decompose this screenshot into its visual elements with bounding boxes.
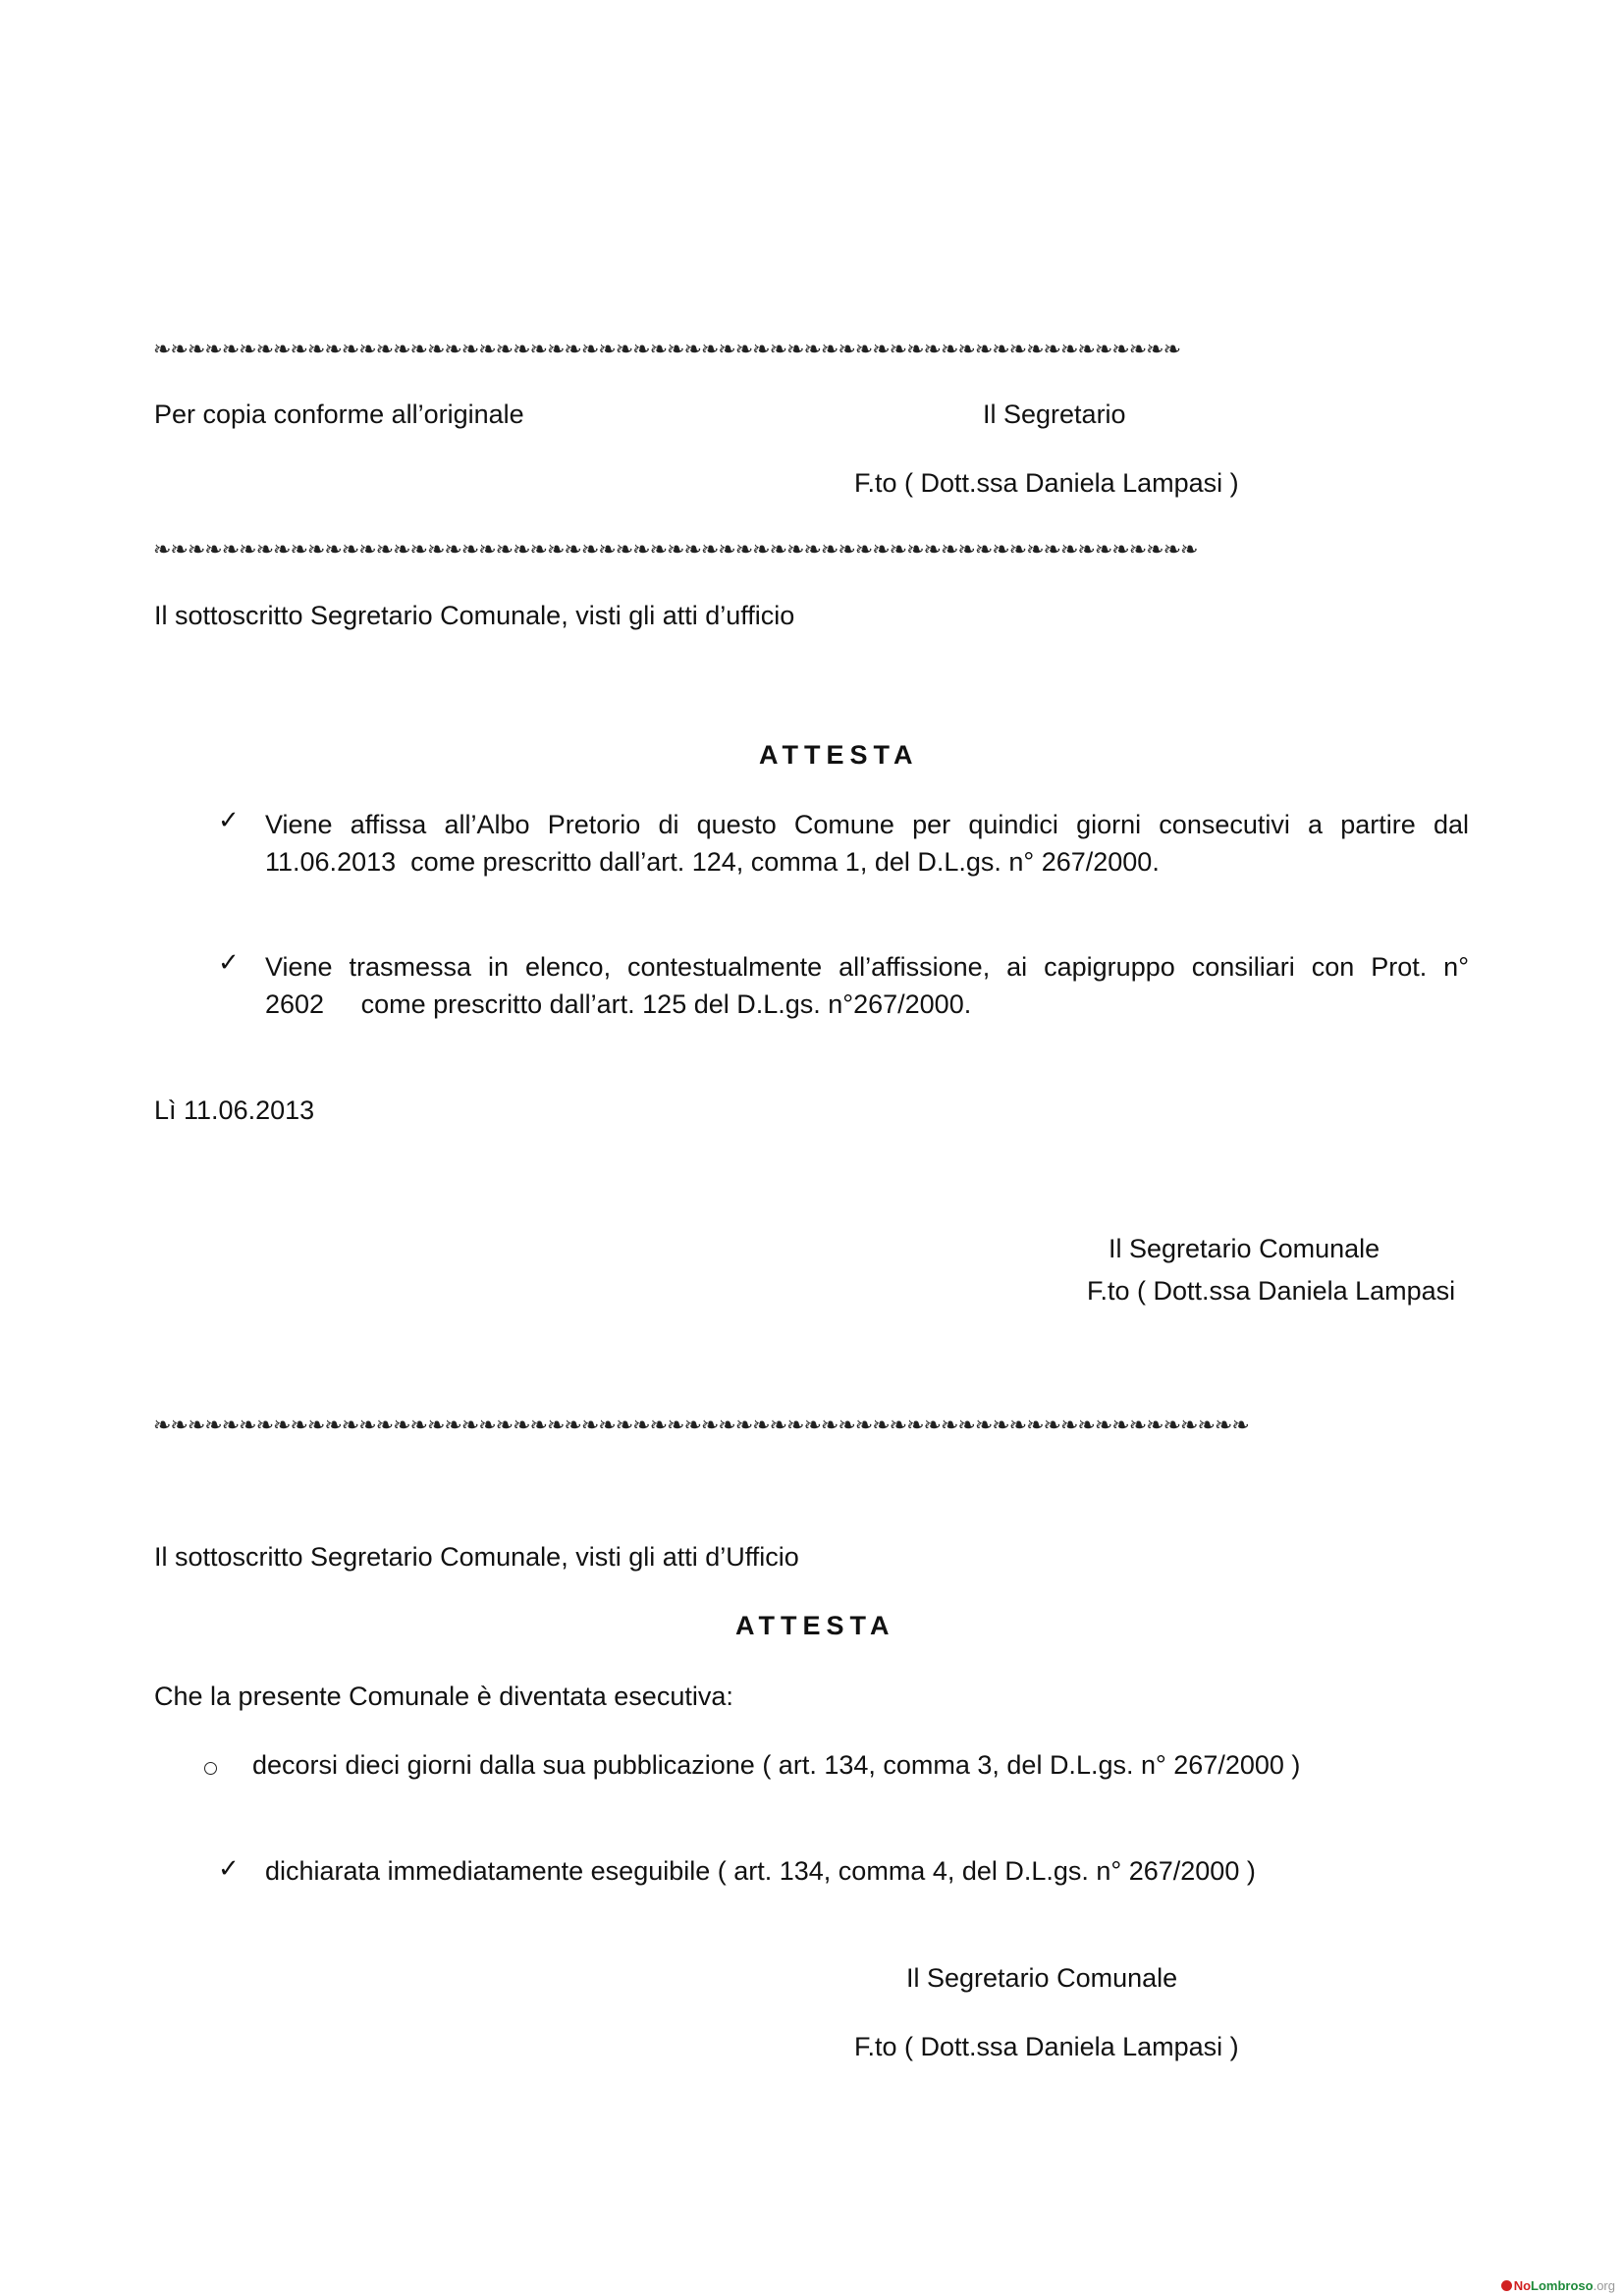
ornament-divider-3: ❧❧❧❧❧❧❧❧❧❧❧❧❧❧❧❧❧❧❧❧❧❧❧❧❧❧❧❧❧❧❧❧❧❧❧❧❧❧❧❧❧❧❧❧❧❧❧❧❧❧❧❧❧❧❧❧❧❧❧❧❧❧❧❧ <box>153 1415 1249 1437</box>
secretary-signature: F.to ( Dott.ssa Daniela Lampasi ) <box>854 468 1239 498</box>
watermark-part-2: Lombroso <box>1531 2278 1594 2293</box>
option-ten-days: decorsi dieci giorni dalla sua pubblicazione ( art. 134, comma 3, del D.L.gs. n° 267/2000 ) <box>252 1750 1301 1780</box>
publication-item-transmitted <box>265 948 1469 1023</box>
executive-heading: ATTESTA <box>735 1611 895 1640</box>
checkmark-icon: ✓ <box>218 1854 240 1884</box>
unchecked-circle-icon <box>204 1762 217 1775</box>
copy-conformity-text: Per copia conforme all’originale <box>154 400 524 429</box>
watermark-dot-icon <box>1501 2280 1512 2291</box>
secretary-title: Il Segretario <box>983 400 1126 429</box>
executive-sign-title: Il Segretario Comunale <box>906 1963 1178 1993</box>
executive-intro: Il sottoscritto Segretario Comunale, visti gli atti d’Ufficio <box>154 1542 799 1572</box>
item-transmitted-line-1: Viene trasmessa in elenco, contestualmente all’affissione, ai capigruppo consiliari con Prot. n° <box>265 952 1469 982</box>
watermark-part-3: .org <box>1593 2278 1615 2293</box>
publication-date: Lì 11.06.2013 <box>154 1095 315 1125</box>
checkmark-icon: ✓ <box>218 806 240 835</box>
ornament-divider-1: ❧❧❧❧❧❧❧❧❧❧❧❧❧❧❧❧❧❧❧❧❧❧❧❧❧❧❧❧❧❧❧❧❧❧❧❧❧❧❧❧❧❧❧❧❧❧❧❧❧❧❧❧❧❧❧❧❧❧❧❧ <box>153 340 1181 361</box>
publication-sign-title: Il Segretario Comunale <box>1109 1234 1380 1263</box>
site-watermark-logo <box>1501 2279 1615 2292</box>
publication-item-affixed <box>265 806 1469 881</box>
publication-intro: Il sottoscritto Segretario Comunale, visti gli atti d’ufficio <box>154 601 795 630</box>
executive-sign-name: F.to ( Dott.ssa Daniela Lampasi ) <box>854 2032 1239 2061</box>
item-affixed-line-2: 11.06.2013 come prescritto dall’art. 124, comma 1, del D.L.gs. n° 267/2000. <box>265 847 1160 877</box>
publication-sign-name: F.to ( Dott.ssa Daniela Lampasi <box>1087 1276 1456 1306</box>
item-affixed-line-1: Viene affissa all’Albo Pretorio di questo Comune per quindici giorni consecutivi a partire dal <box>265 810 1469 839</box>
item-transmitted-line-2: 2602 come prescritto dall’art. 125 del D.L.gs. n°267/2000. <box>265 989 972 1019</box>
watermark-part-1: No <box>1513 2278 1532 2293</box>
checkmark-icon: ✓ <box>218 948 240 978</box>
ornament-divider-2: ❧❧❧❧❧❧❧❧❧❧❧❧❧❧❧❧❧❧❧❧❧❧❧❧❧❧❧❧❧❧❧❧❧❧❧❧❧❧❧❧❧❧❧❧❧❧❧❧❧❧❧❧❧❧❧❧❧❧❧❧❧ <box>153 540 1198 561</box>
publication-heading: ATTESTA <box>759 740 919 770</box>
option-immediately-executable: dichiarata immediatamente eseguibile ( art. 134, comma 4, del D.L.gs. n° 267/2000 ) <box>265 1856 1256 1886</box>
executive-statement: Che la presente Comunale è diventata esecutiva: <box>154 1682 733 1711</box>
